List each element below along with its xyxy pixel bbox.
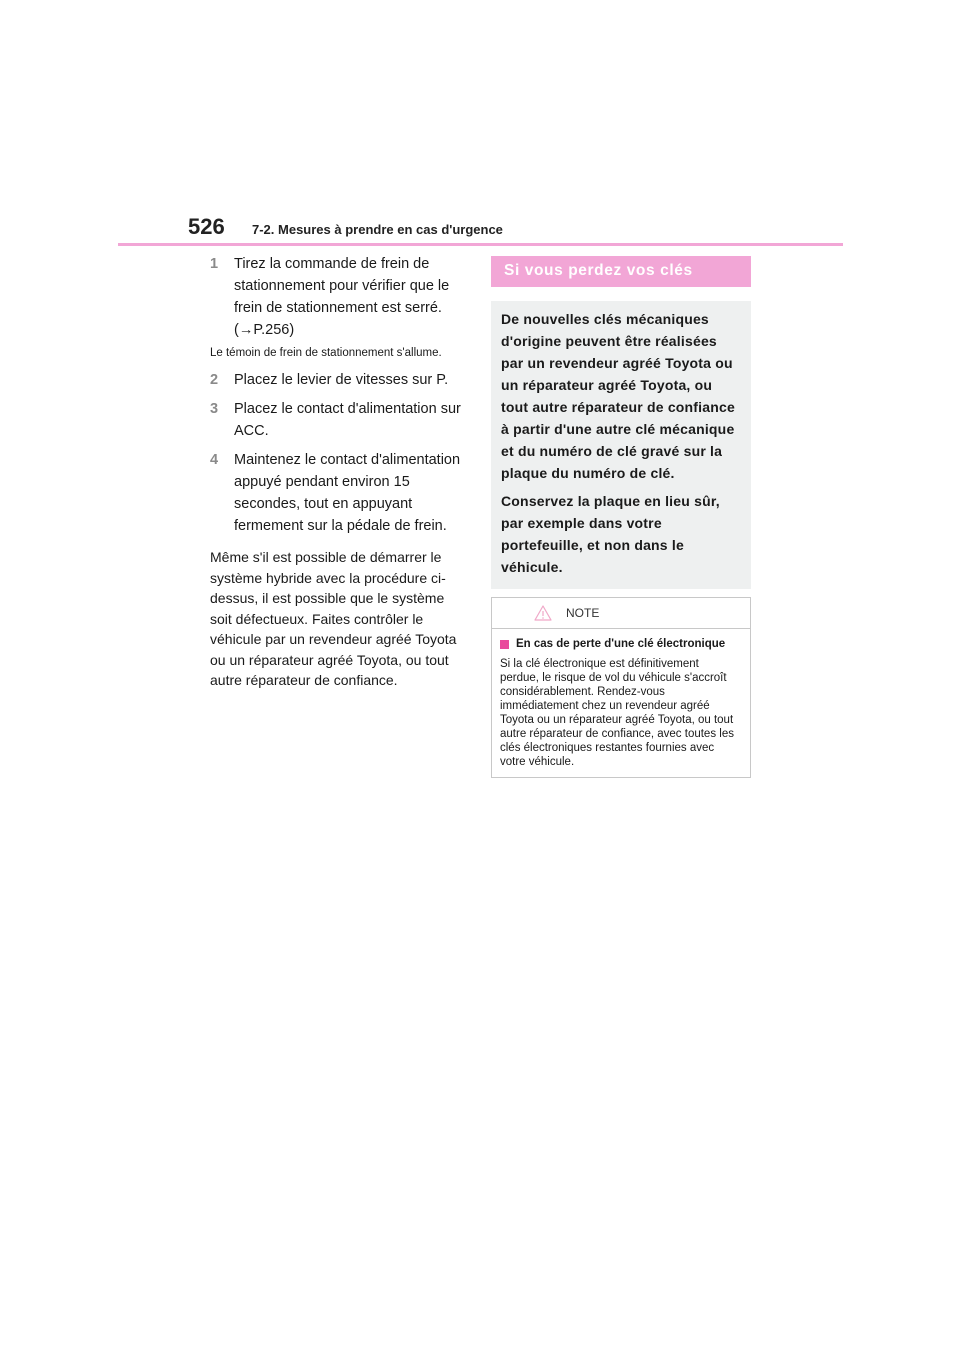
note-subheading — [500, 637, 740, 651]
step-text: Maintenez le contact d'alimentation appuyé pendant environ 15 secondes, tout en appuyant fermement sur la pédale de frein. — [234, 452, 461, 534]
warning-triangle-icon — [534, 605, 552, 621]
section-title: 7-2. Mesures à prendre en cas d'urgence — [252, 222, 503, 237]
page-number: 526 — [188, 214, 225, 239]
step-4 — [210, 449, 466, 537]
info-paragraph: Conservez la plaque en lieu sûr, par exemple dans votre portefeuille, et non dans le véhicule. — [501, 493, 720, 575]
procedure-column — [210, 253, 466, 691]
step-text: Placez le contact d'alimentation sur ACC. — [234, 401, 461, 439]
note-body — [492, 629, 750, 777]
info-box — [491, 301, 751, 589]
page-header — [188, 214, 503, 240]
step-number: 2 — [210, 372, 219, 388]
note-header — [492, 598, 750, 629]
lost-keys-column — [491, 256, 751, 778]
step-2 — [210, 369, 466, 391]
note-box — [491, 597, 751, 778]
info-paragraph: De nouvelles clés mécaniques d'origine peuvent être réalisées par un revendeur agréé Toyota ou un réparateur agréé Toyota, ou tout autre réparateur de confiance à partir d'une autre clé mécanique et du numéro de clé gravé sur la plaque du numéro de clé. — [501, 311, 735, 481]
note-label: NOTE — [566, 606, 600, 620]
section-heading: Si vous perdez vos clés — [491, 256, 751, 287]
step-3 — [210, 398, 466, 442]
note-text: Si la clé électronique est définitivement perdue, le risque de vol du véhicule s'accroît considérablement. Rendez-vous immédiatement chez un revendeur agréé Toyota ou un réparateur agréé Toyota, ou tout autre réparateur de confiance, avec toutes les clés électroniques restantes fournies avec votre véhicule. — [500, 658, 734, 768]
pink-square-icon — [500, 640, 509, 649]
step-text: Placez le levier de vitesses sur P. — [234, 372, 449, 388]
step-1-note: Le témoin de frein de stationnement s'allume. — [210, 347, 442, 359]
note-subheading-text: En cas de perte d'une clé électronique — [516, 638, 726, 650]
warning-paragraph: Même s'il est possible de démarrer le système hybride avec la procédure ci-dessus, il est possible que le système soit défectueux. Faites contrôler le véhicule par un revendeur agréé Toyota ou un réparateur agréé Toyota, ou tout autre réparateur de confiance. — [210, 549, 457, 688]
step-number: 3 — [210, 401, 219, 417]
step-text: Tirez la commande de frein de stationnement pour vérifier que le frein de stationnement est serré. (→P.256) — [234, 256, 450, 338]
step-1 — [210, 253, 466, 341]
step-number: 1 — [210, 256, 219, 272]
step-number: 4 — [210, 452, 219, 468]
header-divider — [118, 243, 843, 246]
